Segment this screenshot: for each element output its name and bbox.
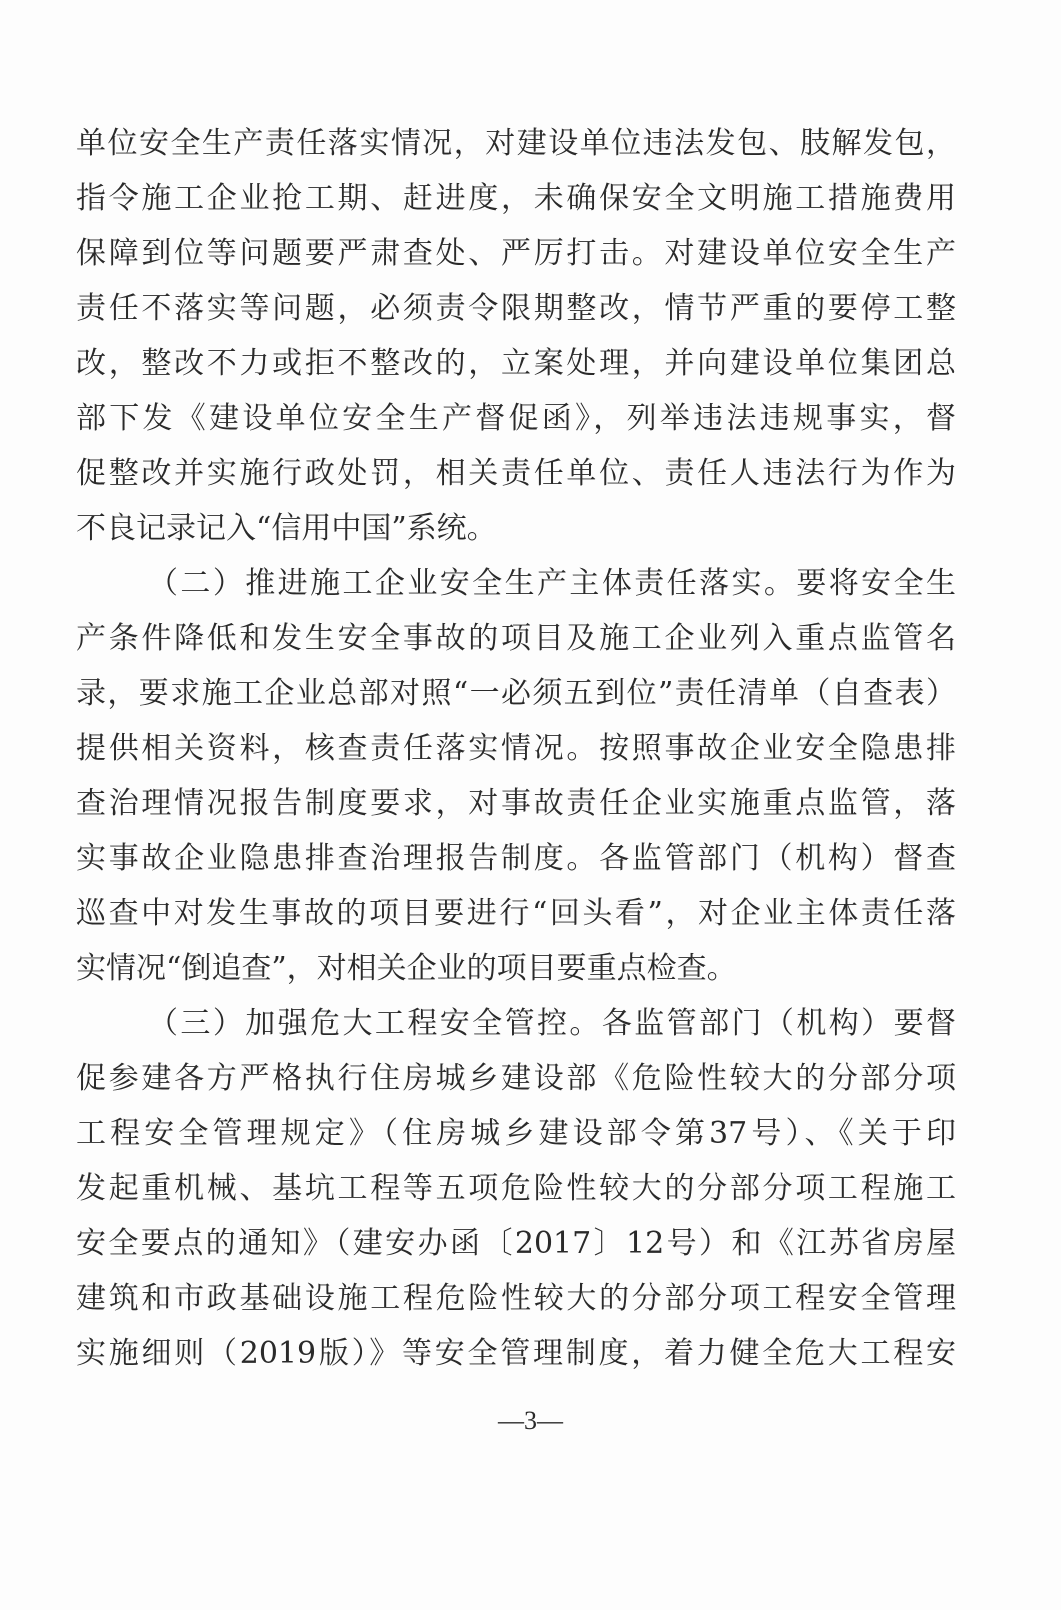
text-line: 责任不落实等问题，必须责令限期整改，情节严重的要停工整 — [76, 291, 956, 326]
section-heading-line: （二）推进施工企业安全生产主体责任落实。要将安全生 — [148, 566, 956, 601]
text-line: 录，要求施工企业总部对照“一必须五到位”责任清单（自查表） — [76, 676, 956, 711]
text-line: 安全要点的通知》（建安办函〔2017〕12号）和《江苏省房屋 — [76, 1226, 956, 1261]
text-line: 保障到位等问题要严肃查处、严厉打击。对建设单位安全生产 — [76, 236, 956, 271]
text-line: 建筑和市政基础设施工程危险性较大的分部分项工程安全管理 — [76, 1281, 956, 1316]
text-line: 产条件降低和发生安全事故的项目及施工企业列入重点监管名 — [76, 621, 956, 656]
text-line: 提供相关资料，核查责任落实情况。按照事故企业安全隐患排 — [76, 731, 956, 766]
text-line: 巡查中对发生事故的项目要进行“回头看”，对企业主体责任落 — [76, 896, 956, 931]
text-line: 部下发《建设单位安全生产督促函》，列举违法违规事实，督 — [76, 401, 956, 436]
text-line: 改，整改不力或拒不整改的，立案处理，并向建设单位集团总 — [76, 346, 956, 381]
text-line: 不良记录记入“信用中国”系统。 — [76, 511, 497, 546]
text-line: 工程安全管理规定》（住房城乡建设部令第37号）、《关于印 — [76, 1116, 956, 1151]
text-line: 促整改并实施行政处罚，相关责任单位、责任人违法行为作为 — [76, 456, 956, 491]
document-body — [76, 116, 956, 1381]
text-line: 促参建各方严格执行住房城乡建设部《危险性较大的分部分项 — [76, 1061, 956, 1096]
text-line: 发起重机械、基坑工程等五项危险性较大的分部分项工程施工 — [76, 1171, 956, 1206]
text-line: 实事故企业隐患排查治理报告制度。各监管部门（机构）督查 — [76, 841, 956, 876]
text-line: 查治理情况报告制度要求，对事故责任企业实施重点监管，落 — [76, 786, 956, 821]
text-line: 单位安全生产责任落实情况，对建设单位违法发包、肢解发包， — [76, 126, 956, 161]
text-line: 实情况“倒追查”，对相关企业的项目要重点检查。 — [76, 951, 737, 986]
page-number: —3— — [498, 1406, 563, 1435]
text-line: 指令施工企业抢工期、赶进度，未确保安全文明施工措施费用 — [76, 181, 956, 216]
section-heading-line: （三）加强危大工程安全管控。各监管部门（机构）要督 — [148, 1006, 956, 1041]
text-line: 实施细则（2019版）》等安全管理制度，着力健全危大工程安 — [76, 1336, 956, 1371]
